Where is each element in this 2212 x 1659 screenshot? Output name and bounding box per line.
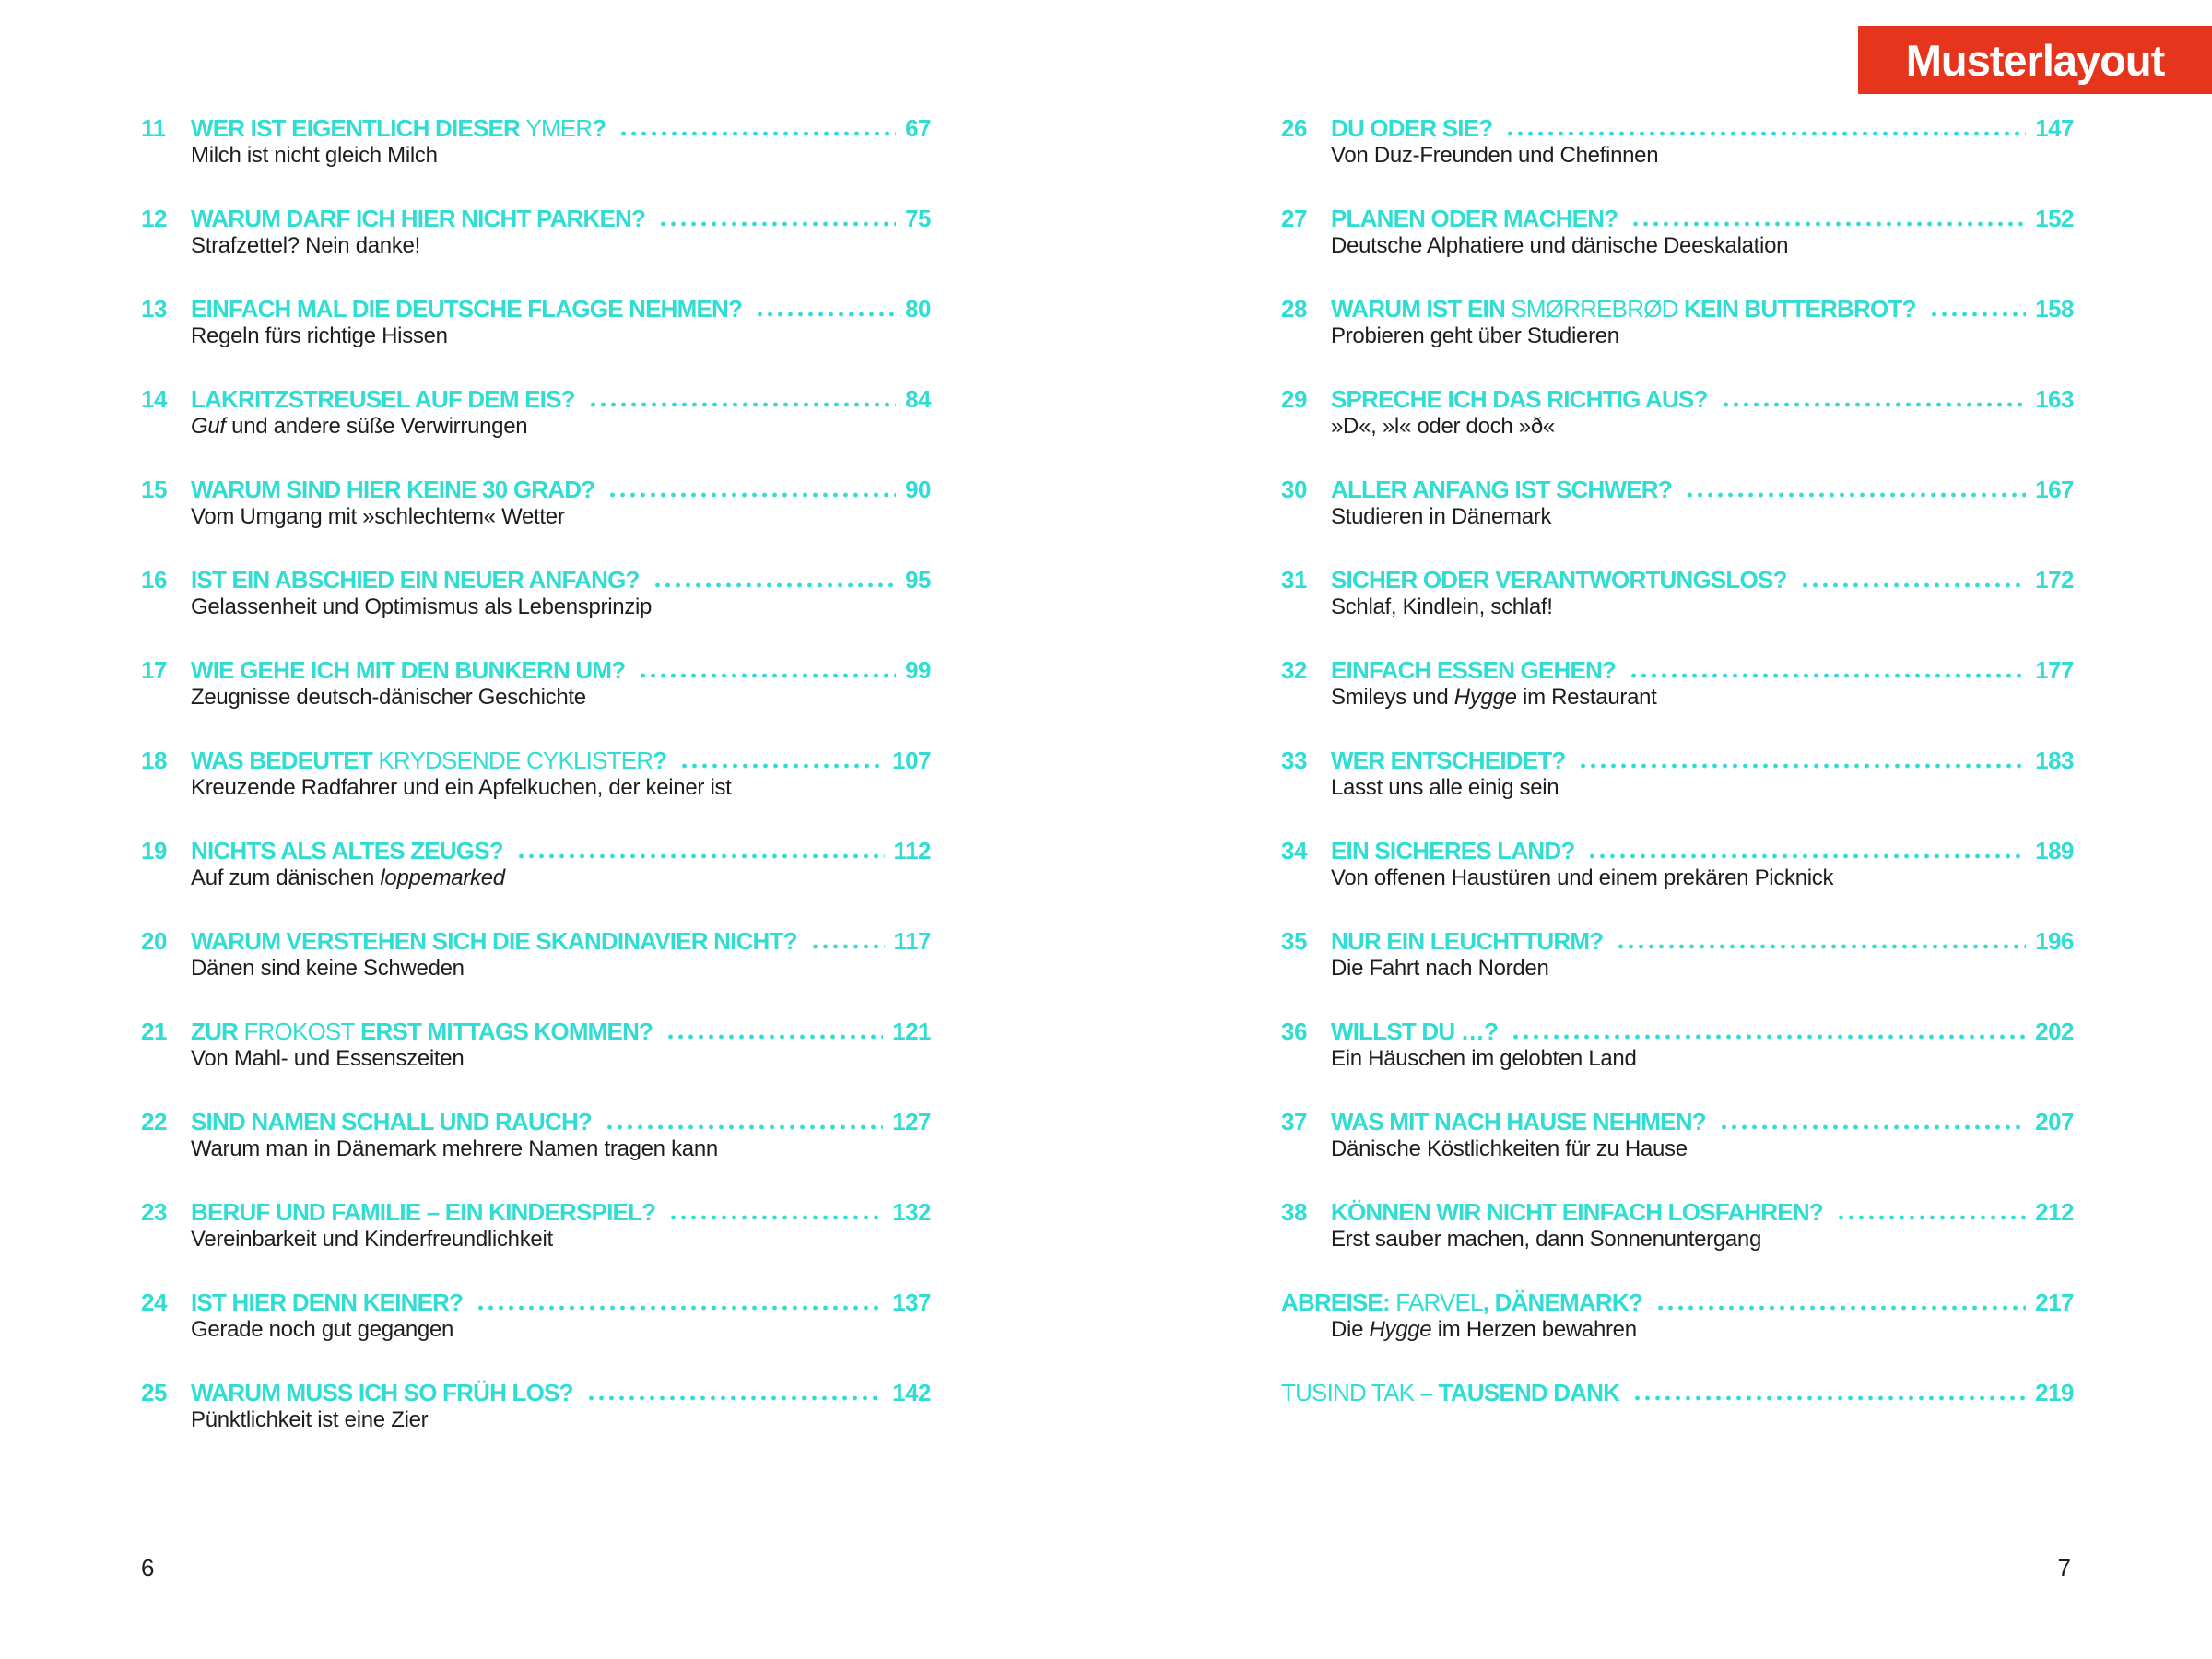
dot-leader bbox=[588, 385, 896, 413]
subtitle-segment: Studieren in Dänemark bbox=[1331, 504, 1552, 529]
entry-title-row bbox=[1281, 1018, 2074, 1045]
title-segment: WAS MIT NACH HAUSE NEHMEN? bbox=[1331, 1108, 1706, 1135]
page-number: 217 bbox=[2035, 1288, 2074, 1316]
dot-leader bbox=[1632, 1379, 2026, 1406]
page-number: 189 bbox=[2035, 837, 2074, 865]
footer-page-number-left: 6 bbox=[141, 1554, 155, 1582]
title-segment: KRYDSENDE CYKLISTER bbox=[378, 747, 653, 774]
entry-title-row bbox=[1281, 1198, 2074, 1226]
subtitle-segment: Gelassenheit und Optimismus als Lebensprinzip bbox=[191, 594, 653, 619]
entry-subtitle bbox=[191, 684, 931, 712]
entry-title bbox=[1281, 1288, 1642, 1316]
title-segment: FARVEL bbox=[1395, 1288, 1483, 1316]
title-segment: EIN SICHERES LAND? bbox=[1331, 837, 1575, 865]
entry-title bbox=[1331, 747, 1565, 774]
subtitle-segment: Guf bbox=[191, 414, 226, 439]
entry-title-row bbox=[1281, 656, 2074, 684]
dot-leader bbox=[679, 747, 883, 774]
toc-entry bbox=[1281, 656, 2074, 712]
entry-title-row bbox=[1281, 1288, 2074, 1316]
dot-leader bbox=[1836, 1198, 2026, 1226]
dot-leader bbox=[1800, 566, 2027, 594]
entry-subtitle bbox=[191, 1226, 931, 1253]
subtitle-segment: Probieren geht über Studieren bbox=[1331, 324, 1619, 348]
page-number: 137 bbox=[892, 1288, 931, 1316]
title-segment: KEIN BUTTERBROT? bbox=[1677, 295, 1916, 323]
title-segment: YMER bbox=[525, 114, 593, 142]
entry-title bbox=[191, 205, 645, 232]
entry-title bbox=[1331, 837, 1574, 865]
entry-number: 22 bbox=[141, 1108, 167, 1135]
dot-leader bbox=[618, 114, 896, 142]
toc-entry bbox=[141, 1379, 931, 1434]
title-segment: NICHTS ALS ALTES ZEUGS? bbox=[191, 837, 503, 865]
entry-title bbox=[191, 1108, 592, 1135]
dot-leader bbox=[1629, 656, 2026, 684]
entry-title-row bbox=[1281, 927, 2074, 955]
entry-title-row bbox=[141, 476, 931, 503]
entry-subtitle bbox=[191, 232, 931, 260]
title-segment: IST EIN ABSCHIED EIN NEUER ANFANG? bbox=[191, 566, 640, 594]
subtitle-segment: Strafzettel? Nein danke! bbox=[191, 233, 420, 258]
page-number: 75 bbox=[905, 205, 931, 232]
subtitle-segment: Lasst uns alle einig sein bbox=[1331, 775, 1559, 800]
toc-entry bbox=[141, 1018, 931, 1073]
toc-entry bbox=[141, 837, 931, 892]
toc-entry bbox=[141, 385, 931, 441]
page-number: 142 bbox=[892, 1379, 931, 1406]
entry-subtitle bbox=[191, 955, 931, 982]
title-segment: WARUM IST EIN bbox=[1331, 295, 1512, 323]
title-segment: WARUM MUSS ICH SO FRÜH LOS? bbox=[191, 1379, 573, 1406]
subtitle-segment: Schlaf, Kindlein, schlaf! bbox=[1331, 594, 1553, 619]
entry-subtitle bbox=[1331, 503, 2074, 531]
entry-title bbox=[191, 566, 640, 594]
subtitle-segment: Die Fahrt nach Norden bbox=[1331, 956, 1549, 981]
entry-title bbox=[1331, 114, 1492, 142]
entry-title bbox=[1331, 1108, 1706, 1135]
subtitle-segment: loppemarked bbox=[380, 865, 505, 890]
entry-title bbox=[191, 1198, 655, 1226]
page-number: 202 bbox=[2035, 1018, 2074, 1045]
title-segment: WER ENTSCHEIDET? bbox=[1331, 747, 1566, 774]
entry-title bbox=[191, 114, 606, 142]
entry-number: 23 bbox=[141, 1198, 167, 1226]
entry-title bbox=[1331, 566, 1787, 594]
entry-number: 31 bbox=[1281, 566, 1307, 594]
subtitle-segment: Auf zum dänischen bbox=[191, 865, 381, 890]
entry-number: 34 bbox=[1281, 837, 1307, 865]
subtitle-segment: Zeugnisse deutsch-dänischer Geschichte bbox=[191, 685, 586, 710]
title-segment: WARUM SIND HIER KEINE 30 GRAD? bbox=[191, 476, 595, 503]
subtitle-segment: Von Duz-Freunden und Chefinnen bbox=[1331, 143, 1659, 168]
toc-entry bbox=[1281, 837, 2074, 892]
entry-subtitle bbox=[191, 503, 931, 531]
subtitle-segment: im Restaurant bbox=[1516, 685, 1657, 710]
title-segment: WER IST EIGENTLICH DIESER bbox=[191, 114, 526, 142]
entry-subtitle bbox=[191, 1406, 931, 1434]
entry-subtitle bbox=[191, 413, 931, 441]
entry-number: 12 bbox=[141, 205, 167, 232]
entry-title bbox=[1331, 1198, 1823, 1226]
page-number: 177 bbox=[2035, 656, 2074, 684]
title-segment: EINFACH ESSEN GEHEN? bbox=[1331, 656, 1617, 684]
subtitle-segment: Warum man in Dänemark mehrere Namen tragen kann bbox=[191, 1136, 718, 1161]
page-number: 167 bbox=[2035, 476, 2074, 503]
musterlayout-badge-label: Musterlayout bbox=[1905, 35, 2165, 85]
subtitle-segment: Smileys und bbox=[1331, 685, 1454, 710]
dot-leader bbox=[1578, 747, 2026, 774]
toc-entry bbox=[1281, 385, 2074, 441]
entry-title bbox=[1331, 205, 1618, 232]
title-segment: ZUR bbox=[191, 1018, 244, 1045]
toc-entry bbox=[1281, 114, 2074, 170]
entry-title bbox=[191, 1379, 573, 1406]
entry-title-row bbox=[141, 837, 931, 865]
subtitle-segment: Deutsche Alphatiere und dänische Deeskalation bbox=[1331, 233, 1789, 258]
entry-title bbox=[1281, 1379, 1619, 1406]
entry-subtitle bbox=[1331, 323, 2074, 350]
toc-entry bbox=[141, 747, 931, 802]
entry-subtitle bbox=[191, 142, 931, 170]
page-number: 152 bbox=[2035, 205, 2074, 232]
title-segment: EINFACH MAL DIE DEUTSCHE FLAGGE NEHMEN? bbox=[191, 295, 743, 323]
toc-entry bbox=[141, 476, 931, 531]
page-number: 207 bbox=[2035, 1108, 2074, 1135]
dot-leader bbox=[1929, 295, 2027, 323]
entry-subtitle bbox=[1331, 774, 2074, 802]
subtitle-segment: Hygge bbox=[1453, 685, 1517, 710]
page-number: 117 bbox=[893, 927, 931, 955]
entry-title bbox=[191, 385, 575, 413]
entry-subtitle bbox=[191, 1135, 931, 1163]
entry-subtitle bbox=[1331, 1045, 2074, 1073]
subtitle-segment: Dänische Köstlichkeiten für zu Hause bbox=[1331, 1136, 1688, 1161]
toc-entry bbox=[141, 114, 931, 170]
entry-number: 28 bbox=[1281, 295, 1307, 323]
entry-title bbox=[191, 837, 503, 865]
entry-number: 33 bbox=[1281, 747, 1307, 774]
toc-entry bbox=[141, 656, 931, 712]
entry-title-row bbox=[1281, 837, 2074, 865]
page-number: 172 bbox=[2035, 566, 2074, 594]
page-number: 196 bbox=[2035, 927, 2074, 955]
title-segment: , DÄNEMARK? bbox=[1482, 1288, 1642, 1316]
subtitle-segment: und andere süße Verwirrungen bbox=[225, 414, 528, 439]
entry-title-row bbox=[141, 385, 931, 413]
entry-title-row bbox=[141, 1288, 931, 1316]
entry-title-row bbox=[1281, 1108, 2074, 1135]
dot-leader bbox=[607, 476, 896, 503]
entry-number: 18 bbox=[141, 747, 167, 774]
entry-title-row bbox=[1281, 566, 2074, 594]
entry-title-row bbox=[1281, 385, 2074, 413]
dot-leader bbox=[1630, 205, 2026, 232]
entry-title-row bbox=[141, 114, 931, 142]
title-segment: TUSIND TAK bbox=[1281, 1379, 1420, 1406]
entry-number: 30 bbox=[1281, 476, 1307, 503]
dot-leader bbox=[665, 1018, 883, 1045]
dot-leader bbox=[586, 1379, 883, 1406]
entry-subtitle bbox=[1331, 232, 2074, 260]
dot-leader bbox=[1655, 1288, 2026, 1316]
entry-title bbox=[191, 1288, 463, 1316]
toc-entry bbox=[1281, 927, 2074, 982]
toc-entry bbox=[1281, 476, 2074, 531]
title-segment: WARUM VERSTEHEN SICH DIE SKANDINAVIER NICHT? bbox=[191, 927, 797, 955]
entry-number: 26 bbox=[1281, 114, 1307, 142]
toc-entry bbox=[1281, 1018, 2074, 1073]
entry-number: 11 bbox=[141, 114, 166, 142]
entry-subtitle bbox=[1331, 1226, 2074, 1253]
entry-title bbox=[1331, 295, 1916, 323]
toc-entry bbox=[1281, 295, 2074, 350]
page-number: 90 bbox=[905, 476, 931, 503]
subtitle-segment: »D«, »l« oder doch »ð« bbox=[1331, 414, 1555, 439]
entry-title bbox=[191, 927, 797, 955]
entry-title-row bbox=[141, 1198, 931, 1226]
entry-title bbox=[191, 476, 594, 503]
musterlayout-badge bbox=[1858, 26, 2212, 94]
entry-title-row bbox=[141, 205, 931, 232]
entry-number: 25 bbox=[141, 1379, 167, 1406]
entry-title-row bbox=[1281, 747, 2074, 774]
page-number: 127 bbox=[892, 1108, 931, 1135]
page-number: 163 bbox=[2035, 385, 2074, 413]
title-segment: – TAUSEND DANK bbox=[1419, 1379, 1620, 1406]
entry-number: 17 bbox=[141, 656, 167, 684]
footer-page-number-right: 7 bbox=[2057, 1554, 2071, 1582]
title-segment: IST HIER DENN KEINER? bbox=[191, 1288, 464, 1316]
entry-subtitle bbox=[1331, 955, 2074, 982]
title-segment: WILLST DU …? bbox=[1331, 1018, 1499, 1045]
dot-leader bbox=[1587, 837, 2026, 865]
page-number: 158 bbox=[2035, 295, 2074, 323]
dot-leader bbox=[1511, 1018, 2026, 1045]
subtitle-segment: Vom Umgang mit »schlechtem« Wetter bbox=[191, 504, 565, 529]
entry-subtitle bbox=[1331, 684, 2074, 712]
title-segment: SMØRREBRØD bbox=[1511, 295, 1678, 323]
entry-number: 38 bbox=[1281, 1198, 1307, 1226]
page-number: 219 bbox=[2035, 1379, 2074, 1406]
entry-subtitle bbox=[1331, 413, 2074, 441]
entry-number: 20 bbox=[141, 927, 167, 955]
dot-leader bbox=[1685, 476, 2026, 503]
entry-number: 37 bbox=[1281, 1108, 1307, 1135]
subtitle-segment: Von Mahl- und Essenszeiten bbox=[191, 1046, 465, 1071]
title-segment: ABREISE: bbox=[1281, 1288, 1396, 1316]
entry-title bbox=[1331, 385, 1708, 413]
page-number: 67 bbox=[905, 114, 931, 142]
toc-entry bbox=[1281, 205, 2074, 260]
entry-subtitle bbox=[191, 323, 931, 350]
entry-title-row bbox=[141, 747, 931, 774]
subtitle-segment: Kreuzende Radfahrer und ein Apfelkuchen, der keiner ist bbox=[191, 775, 732, 800]
entry-title-row bbox=[141, 1379, 931, 1406]
page-number: 112 bbox=[893, 837, 931, 865]
title-segment: KÖNNEN WIR NICHT EINFACH LOSFAHREN? bbox=[1331, 1198, 1823, 1226]
entry-subtitle bbox=[191, 865, 931, 892]
title-segment: FROKOST bbox=[243, 1018, 355, 1045]
entry-subtitle bbox=[1331, 1135, 2074, 1163]
subtitle-segment: Pünktlichkeit ist eine Zier bbox=[191, 1407, 429, 1432]
title-segment: SPRECHE ICH DAS RICHTIG AUS? bbox=[1331, 385, 1708, 413]
title-segment: DU ODER SIE? bbox=[1331, 114, 1493, 142]
entry-number: 19 bbox=[141, 837, 167, 865]
entry-number: 15 bbox=[141, 476, 167, 503]
dot-leader bbox=[1616, 927, 2026, 955]
toc-column-right bbox=[1281, 114, 2074, 1441]
entry-title-row bbox=[1281, 295, 2074, 323]
entry-title bbox=[1331, 1018, 1498, 1045]
entry-subtitle bbox=[191, 1045, 931, 1073]
subtitle-segment: im Herzen bewahren bbox=[1431, 1317, 1637, 1342]
dot-leader bbox=[605, 1108, 883, 1135]
entry-title-row bbox=[141, 1018, 931, 1045]
page-number: 132 bbox=[892, 1198, 931, 1226]
page-number: 107 bbox=[892, 747, 931, 774]
entry-title bbox=[191, 656, 625, 684]
entry-title-row bbox=[141, 295, 931, 323]
entry-subtitle bbox=[1331, 1316, 2074, 1344]
title-segment: WARUM DARF ICH HIER NICHT PARKEN? bbox=[191, 205, 646, 232]
dot-leader bbox=[516, 837, 885, 865]
toc-entry bbox=[1281, 1198, 2074, 1253]
toc-entry bbox=[141, 566, 931, 621]
subtitle-segment: Erst sauber machen, dann Sonnenuntergang bbox=[1331, 1227, 1762, 1252]
dot-leader bbox=[755, 295, 896, 323]
title-segment: SIND NAMEN SCHALL UND RAUCH? bbox=[191, 1108, 592, 1135]
toc-entry bbox=[141, 1198, 931, 1253]
dot-leader bbox=[668, 1198, 883, 1226]
title-segment: PLANEN ODER MACHEN? bbox=[1331, 205, 1618, 232]
page-number: 95 bbox=[905, 566, 931, 594]
entry-subtitle bbox=[191, 1316, 931, 1344]
entry-title-row bbox=[1281, 476, 2074, 503]
entry-subtitle bbox=[191, 594, 931, 621]
toc-entry bbox=[1281, 566, 2074, 621]
entry-title-row bbox=[1281, 205, 2074, 232]
entry-title-row bbox=[1281, 114, 2074, 142]
subtitle-segment: Dänen sind keine Schweden bbox=[191, 956, 465, 981]
dot-leader bbox=[1505, 114, 2026, 142]
page-number: 183 bbox=[2035, 747, 2074, 774]
entry-number: 27 bbox=[1281, 205, 1307, 232]
toc-column-left bbox=[141, 114, 931, 1469]
page-number: 80 bbox=[905, 295, 931, 323]
dot-leader bbox=[476, 1288, 883, 1316]
title-segment: NUR EIN LEUCHTTURM? bbox=[1331, 927, 1604, 955]
page-number: 212 bbox=[2035, 1198, 2074, 1226]
page-number: 121 bbox=[892, 1018, 931, 1045]
entry-subtitle bbox=[1331, 142, 2074, 170]
title-segment: SICHER ODER VERANTWORTUNGSLOS? bbox=[1331, 566, 1787, 594]
entry-title bbox=[1331, 927, 1603, 955]
page-number: 84 bbox=[905, 385, 931, 413]
toc-entry bbox=[141, 295, 931, 350]
dot-leader bbox=[1721, 385, 2027, 413]
subtitle-segment: Milch ist nicht gleich Milch bbox=[191, 143, 438, 168]
page-number: 99 bbox=[905, 656, 931, 684]
entry-title bbox=[1331, 476, 1672, 503]
toc-entry bbox=[1281, 747, 2074, 802]
toc-entry bbox=[141, 1108, 931, 1163]
entry-title bbox=[191, 747, 666, 774]
title-segment: ALLER ANFANG IST SCHWER? bbox=[1331, 476, 1672, 503]
entry-number: 24 bbox=[141, 1288, 167, 1316]
entry-subtitle bbox=[1331, 594, 2074, 621]
title-segment: ? bbox=[653, 747, 667, 774]
entry-title bbox=[191, 295, 742, 323]
toc-entry bbox=[1281, 1108, 2074, 1163]
subtitle-segment: Vereinbarkeit und Kinderfreundlichkeit bbox=[191, 1227, 553, 1252]
entry-title-row bbox=[1281, 1379, 2074, 1406]
entry-number: 32 bbox=[1281, 656, 1307, 684]
dot-leader bbox=[810, 927, 885, 955]
title-segment: WIE GEHE ICH MIT DEN BUNKERN UM? bbox=[191, 656, 626, 684]
subtitle-segment: Gerade noch gut gegangen bbox=[191, 1317, 454, 1342]
title-segment: ERST MITTAGS KOMMEN? bbox=[354, 1018, 653, 1045]
dot-leader bbox=[653, 566, 896, 594]
toc-entry bbox=[1281, 1288, 2074, 1344]
entry-number: 13 bbox=[141, 295, 167, 323]
title-segment: BERUF UND FAMILIE – EIN KINDERSPIEL? bbox=[191, 1198, 656, 1226]
subtitle-segment: Von offenen Haustüren und einem prekären Picknick bbox=[1331, 865, 1834, 890]
entry-title-row bbox=[141, 927, 931, 955]
dot-leader bbox=[1719, 1108, 2026, 1135]
entry-number: 35 bbox=[1281, 927, 1307, 955]
entry-subtitle bbox=[191, 774, 931, 802]
toc-entry bbox=[141, 205, 931, 260]
entry-number: 36 bbox=[1281, 1018, 1307, 1045]
subtitle-segment: Die bbox=[1331, 1317, 1370, 1342]
entry-number: 16 bbox=[141, 566, 167, 594]
subtitle-segment: Ein Häuschen im gelobten Land bbox=[1331, 1046, 1637, 1071]
dot-leader bbox=[658, 205, 896, 232]
entry-title-row bbox=[141, 656, 931, 684]
toc-entry bbox=[141, 1288, 931, 1344]
entry-title-row bbox=[141, 566, 931, 594]
entry-number: 29 bbox=[1281, 385, 1307, 413]
entry-number: 21 bbox=[141, 1018, 167, 1045]
entry-title bbox=[1331, 656, 1616, 684]
toc-entry bbox=[1281, 1379, 2074, 1406]
title-segment: LAKRITZSTREUSEL AUF DEM EIS? bbox=[191, 385, 575, 413]
toc-entry bbox=[141, 927, 931, 982]
page-number: 147 bbox=[2035, 114, 2074, 142]
entry-title-row bbox=[141, 1108, 931, 1135]
subtitle-segment: Regeln fürs richtige Hissen bbox=[191, 324, 448, 348]
entry-subtitle bbox=[1331, 865, 2074, 892]
title-segment: WAS BEDEUTET bbox=[191, 747, 379, 774]
subtitle-segment: Hygge bbox=[1369, 1317, 1432, 1342]
entry-number: 14 bbox=[141, 385, 167, 413]
title-segment: ? bbox=[592, 114, 606, 142]
dot-leader bbox=[638, 656, 896, 684]
entry-title bbox=[191, 1018, 653, 1045]
